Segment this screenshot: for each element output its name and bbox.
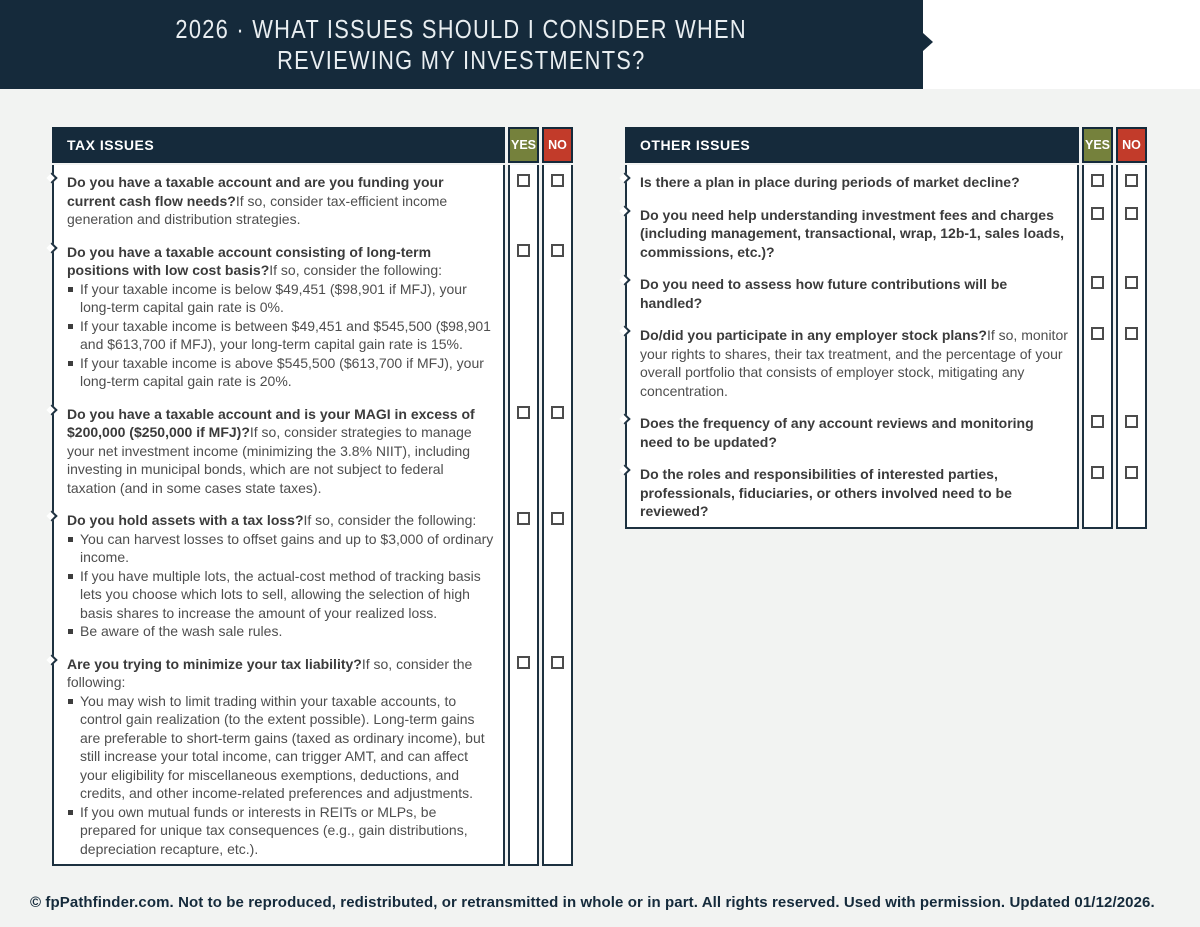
yes-cell (508, 397, 539, 504)
page-title-line1: 2026 · WHAT ISSUES SHOULD I CONSIDER WHEN (175, 13, 748, 44)
question-cell (625, 318, 1079, 406)
no-cell (1116, 457, 1147, 529)
question-bold-text: Is there a plan in place during periods of market decline? (640, 174, 1020, 190)
no-cell (1116, 318, 1147, 406)
yes-cell (1082, 267, 1113, 318)
footer-copyright: © fpPathfinder.com. Not to be reproduced, redistributed, or retransmitted in whole or in part. All rights reserved. Used with permission. Updated 01/12/2026. (30, 894, 1155, 911)
chevron-right-icon (619, 464, 630, 475)
chevron-right-icon (46, 654, 57, 665)
no-checkbox[interactable] (1125, 276, 1138, 289)
section-header-cell: OTHER ISSUES (625, 127, 1079, 163)
no-checkbox[interactable] (551, 244, 564, 257)
bullet-item: If your taxable income is above $545,500 ($613,700 if MFJ), your long-term capital gain rate is 20%. (67, 354, 495, 391)
yes-cell (1082, 406, 1113, 457)
yes-checkbox[interactable] (517, 512, 530, 525)
question-cell (625, 267, 1079, 318)
question-cell (625, 457, 1079, 529)
page-title-line2: REVIEWING MY INVESTMENTS? (277, 44, 646, 75)
no-cell (1116, 198, 1147, 268)
yes-checkbox[interactable] (1091, 174, 1104, 187)
no-checkbox[interactable] (1125, 174, 1138, 187)
yes-cell (508, 503, 539, 647)
question-detail-text: If so, consider strategies to manage your net investment income (minimizing the 3.8% NIIT), including investing in municipal bonds, which are not subject to federal taxation (and in some cases state taxes). (67, 424, 472, 496)
question-cell (52, 397, 505, 504)
bullet-item: If your taxable income is between $49,451 and $545,500 ($98,901 and $613,700 if MFJ), your long-term capital gain rate is 15%. (67, 317, 495, 354)
question-bold-text: Do the roles and responsibilities of interested parties, professionals, fiduciaries, or others involved need to be reviewed? (640, 466, 1012, 519)
no-checkbox[interactable] (551, 512, 564, 525)
question-detail-text: If so, consider the following: (67, 655, 473, 690)
question-cell (625, 406, 1079, 457)
no-checkbox[interactable] (1125, 207, 1138, 220)
no-header-cell: NO (1116, 127, 1147, 163)
yes-checkbox[interactable] (517, 244, 530, 257)
bullet-list (67, 280, 495, 391)
no-cell (542, 165, 573, 235)
header-right-white-area (923, 0, 1200, 89)
chevron-right-icon (46, 242, 57, 253)
no-cell (542, 503, 573, 647)
question-cell (52, 503, 505, 647)
chevron-right-icon (619, 325, 630, 336)
yes-checkbox[interactable] (517, 174, 530, 187)
section-header-cell: TAX ISSUES (52, 127, 505, 163)
tax-issues-table (52, 127, 573, 855)
header-banner (0, 0, 923, 89)
yes-cell (1082, 318, 1113, 406)
yes-checkbox[interactable] (1091, 327, 1104, 340)
question-bold-text: Are you trying to minimize your tax liability? (67, 655, 362, 672)
bullet-item: If you have multiple lots, the actual-cost method of tracking basis lets you choose which lots to sell, allowing the selection of high basis shares to increase the amount of your realized loss. (67, 567, 495, 623)
no-header-cell: NO (542, 127, 573, 163)
question-bold-text: Do you have a taxable account and are you funding your current cash flow needs? (67, 174, 444, 209)
chevron-right-icon (619, 413, 630, 424)
question-bold-text: Do you hold assets with a tax loss? (67, 512, 304, 528)
no-cell (542, 235, 573, 397)
question-cell (625, 198, 1079, 268)
no-cell (542, 647, 573, 867)
chevron-right-icon (619, 274, 630, 285)
question-bold-text: Do you have a taxable account consisting of long-term positions with low cost basis? (67, 243, 432, 278)
yes-cell (508, 165, 539, 235)
question-detail-text: If so, consider tax-efficient income generation and distribution strategies. (67, 192, 448, 227)
no-cell (542, 397, 573, 504)
yes-cell (1082, 457, 1113, 529)
no-checkbox[interactable] (1125, 327, 1138, 340)
no-cell (1116, 267, 1147, 318)
chevron-right-icon (46, 172, 57, 183)
yes-checkbox[interactable] (517, 656, 530, 669)
banner-arrow-icon (923, 33, 933, 51)
no-checkbox[interactable] (1125, 466, 1138, 479)
yes-header-cell: YES (1082, 127, 1113, 163)
no-checkbox[interactable] (551, 406, 564, 419)
no-checkbox[interactable] (551, 174, 564, 187)
question-cell (52, 235, 505, 397)
no-checkbox[interactable] (551, 656, 564, 669)
bullet-list (67, 530, 495, 641)
question-detail-text: If so, consider the following: (269, 262, 443, 278)
no-cell (1116, 165, 1147, 198)
yes-checkbox[interactable] (1091, 276, 1104, 289)
yes-cell (508, 647, 539, 867)
question-cell (625, 165, 1079, 198)
chevron-right-icon (46, 404, 57, 415)
question-bold-text: Do you have a taxable account and is your MAGI in excess of $200,000 ($250,000 if MFJ)? (67, 405, 475, 440)
yes-checkbox[interactable] (517, 406, 530, 419)
question-bold-text: Do you need help understanding investment fees and charges (including management, transactional, wrap, 12b-1, sales loads, commissions, etc.)? (640, 206, 1065, 260)
no-checkbox[interactable] (1125, 415, 1138, 428)
question-detail-text: If so, consider the following: (303, 512, 477, 528)
question-bold-text: Do/did you participate in any employer stock plans? (640, 327, 987, 343)
bullet-item: Be aware of the wash sale rules. (67, 622, 495, 641)
question-detail-text: If so, monitor your rights to shares, their tax treatment, and the percentage of your overall portfolio that consists of employer stock, mitigating any concentration. (640, 327, 1068, 399)
question-cell (52, 165, 505, 235)
yes-checkbox[interactable] (1091, 207, 1104, 220)
yes-cell (508, 235, 539, 397)
other-issues-table (625, 127, 1147, 519)
yes-checkbox[interactable] (1091, 466, 1104, 479)
yes-header-cell: YES (508, 127, 539, 163)
bullet-item: If your taxable income is below $49,451 ($98,901 if MFJ), your long-term capital gain rate is 0%. (67, 280, 495, 317)
chevron-right-icon (619, 205, 630, 216)
yes-cell (1082, 165, 1113, 198)
bullet-list (67, 692, 495, 859)
question-cell (52, 647, 505, 867)
no-cell (1116, 406, 1147, 457)
bullet-item: You may wish to limit trading within your taxable accounts, to control gain realization (to the extent possible). Long-term gains are preferable to short-term gains (taxed as ordinary income), but still increase your total income, can trigger AMT, and can affect your eligibility for miscellaneous exemptions, deductions, and credits, and other income-related preferences and adjustments. (67, 692, 495, 803)
yes-cell (1082, 198, 1113, 268)
question-bold-text: Do you need to assess how future contributions will be handled? (640, 276, 1008, 311)
chevron-right-icon (619, 172, 630, 183)
yes-checkbox[interactable] (1091, 415, 1104, 428)
chevron-right-icon (46, 510, 57, 521)
bullet-item: You can harvest losses to offset gains and up to $3,000 of ordinary income. (67, 530, 495, 567)
bullet-item: If you own mutual funds or interests in REITs or MLPs, be prepared for unique tax consequences (e.g., gain distributions, depreciation recapture, etc.). (67, 803, 495, 859)
question-bold-text: Does the frequency of any account reviews and monitoring need to be updated? (640, 415, 1034, 450)
